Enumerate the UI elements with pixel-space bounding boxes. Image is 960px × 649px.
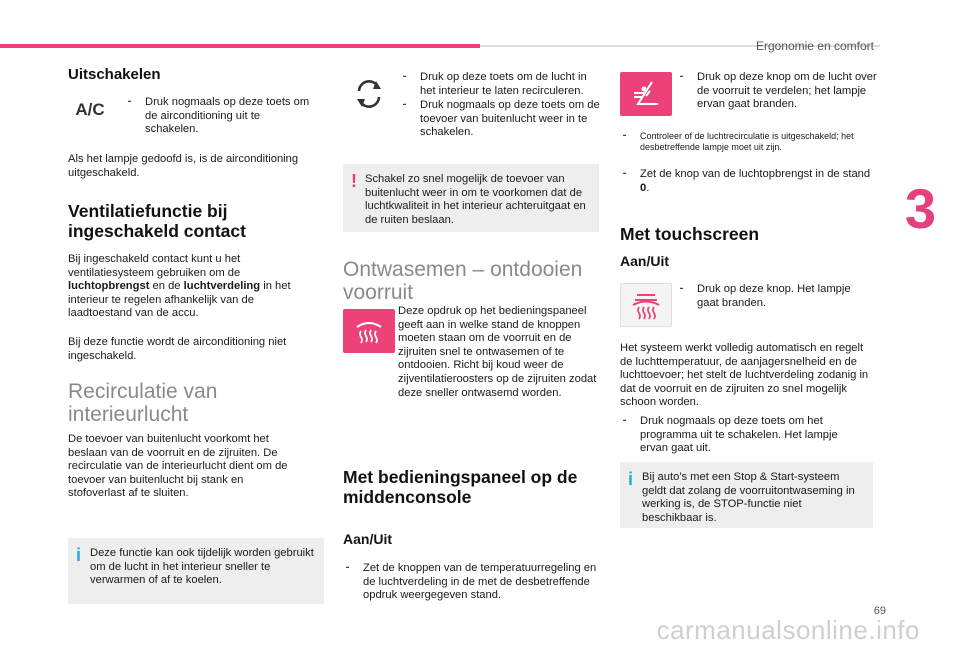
paragraph-ventilatie-2: Bij deze functie wordt de airconditioning niet ingeschakeld. bbox=[68, 336, 287, 362]
heading-touchscreen: Met touchscreen bbox=[620, 224, 760, 244]
heading-uitschakelen: Uitschakelen bbox=[68, 66, 161, 83]
paragraph-gedoofd: Als het lampje gedoofd is, is de airconditioning uitgeschakeld. bbox=[68, 153, 299, 179]
ac-bullet: ⁃ Druk nogmaals op deze toets om de airconditioning uit te schakelen. bbox=[125, 96, 310, 137]
defrost-touch-button bbox=[620, 283, 672, 327]
paragraph-recirculatie: De toevoer van buitenlucht voorkomt het beslaan van de voorruit en de zijruiten. De recirculatie van de interieurlucht dient om de toevoer van buitenlucht bij stank en stofoverlast af te sluiten. bbox=[68, 433, 288, 500]
watermark: carmanualsonline.info bbox=[656, 615, 920, 645]
heading-aanuit-2: Aan/Uit bbox=[620, 253, 669, 269]
header-title: Ergonomie en comfort bbox=[755, 39, 874, 53]
note-stopstart: i Bij auto's met een Stop & Start-systeem geldt dat zolang de voorruitontwaseming in werking is, de STOP-functie niet beschikbaar is. bbox=[620, 462, 873, 528]
header-accent-bar bbox=[0, 44, 480, 48]
druk-bullet: ⁃ Druk op deze knop. Het lampje gaat branden. bbox=[677, 283, 867, 310]
heading-recirculatie: Recirculatie van interieurlucht bbox=[68, 380, 218, 426]
paragraph-systeem: Het systeem werkt volledig automatisch en regelt de luchttemperatuur, de aanjagersnelheid en de luchttoevoer; het stelt de luchtverdeling zodanig in dat de voorruit en de zijruiten zo snel mogelijk schoon worden. bbox=[620, 342, 869, 409]
defrost-icon bbox=[343, 309, 395, 353]
nogmaals-bullet: ⁃ Druk nogmaals op deze toets om het programma uit te schakelen. Het lampje ervan gaat uit. bbox=[620, 415, 868, 456]
info-icon: i bbox=[76, 545, 82, 565]
paragraph-ontwasemen: Deze opdruk op het bedieningspaneel geeft aan in welke stand de knoppen moeten staan om de voorruit en de zijruiten snel te ontwasemen of te ontdooien. Richt bij koud weer de zijventilatieroosters op de zijruiten zodat deze sneller ontwasemd worden. bbox=[398, 305, 597, 399]
note-recirculatie: i Deze functie kan ook tijdelijk worden gebruikt om de lucht in het interieur sneller te verwarmen of af te koelen. bbox=[68, 538, 324, 604]
ac-icon bbox=[64, 88, 116, 132]
warning-icon: ! bbox=[351, 171, 357, 191]
heading-bedieningspaneel: Met bedieningspaneel op de middenconsole bbox=[343, 467, 578, 507]
info-icon-2: i bbox=[628, 469, 634, 489]
temp-bullet: ⁃ Zet de knoppen van de temperatuurregeling en de luchtverdeling in de met de desbetreffende opdruk weergegeven stand. bbox=[343, 562, 601, 603]
windscreen-fan-icon bbox=[620, 72, 672, 116]
luchtopbrengst-bullet: ⁃ Zet de knop van de luchtopbrengst in de stand 0. bbox=[620, 168, 876, 195]
chapter-number: 3 bbox=[904, 177, 936, 240]
heading-ontwasemen: Ontwasemen – ontdooien voorruit bbox=[343, 258, 583, 304]
warning-note: ! Schakel zo snel mogelijk de toevoer van buitenlucht weer in om te voorkomen dat de luchtkwaliteit in het interieur achteruitgaat en de ruiten beslaan. bbox=[343, 164, 599, 232]
ac-icon-label: A/C bbox=[75, 100, 105, 120]
recirc-bullet-2: ⁃ Druk nogmaals op deze toets om de toevoer van buitenlucht weer in te schakelen. bbox=[400, 99, 600, 140]
recirculation-icon bbox=[343, 72, 395, 116]
heading-ventilatie: Ventilatiefunctie bij ingeschakeld contact bbox=[68, 201, 246, 241]
recirc-bullet-1: ⁃ Druk op deze toets om de lucht in het interieur te laten recirculeren. bbox=[400, 71, 600, 98]
voorruit-bullet: ⁃ Druk op deze knop om de lucht over de voorruit te verdelen; het lampje ervan gaat branden. bbox=[677, 71, 877, 112]
heading-aanuit-1: Aan/Uit bbox=[343, 531, 392, 547]
paragraph-ventilatie: Bij ingeschakeld contact kunt u het ventilatiesysteem gebruiken om de luchtopbrengst en de luchtverdeling in het interieur te regelen afhankelijk van de laadtoestand van de accu. bbox=[68, 253, 291, 320]
page-number: 69 bbox=[873, 605, 886, 617]
controleer-bullet: ⁃ Controleer of de luchtrecirculatie is uitgeschakeld; het desbetreffende lampje moet uit zijn. bbox=[620, 131, 876, 153]
